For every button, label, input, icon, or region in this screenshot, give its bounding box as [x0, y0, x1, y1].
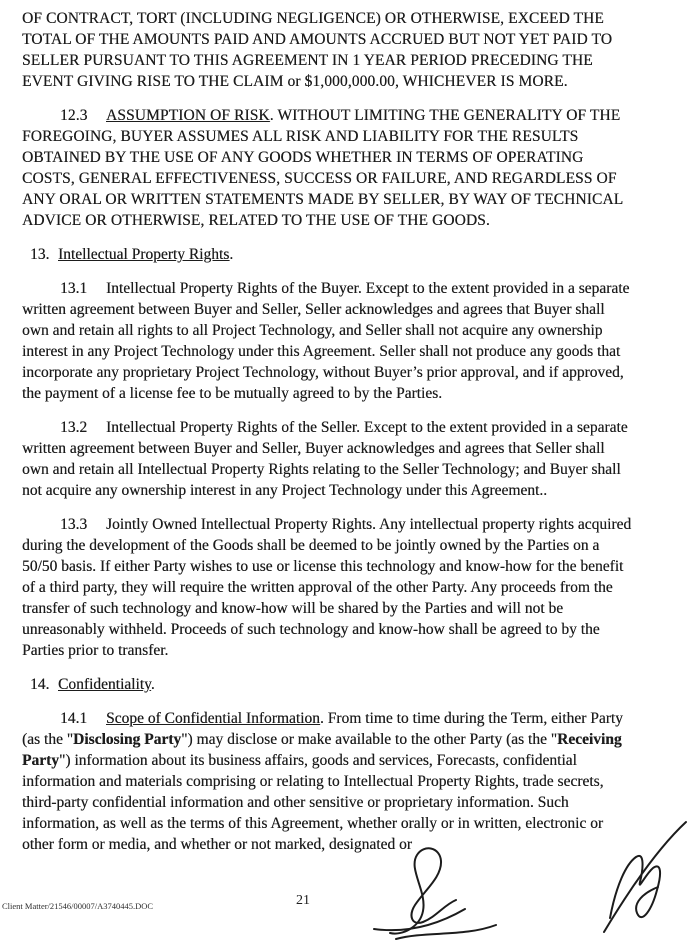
clause-heading: ASSUMPTION OF RISK [106, 107, 270, 124]
handwritten-initials-center-icon [368, 843, 518, 940]
clause-number: 13.3 [60, 516, 88, 533]
clause-body-segment: ") information about its business affairs, goods and services, Forecasts, confidential information and materials comprising or relating to Intellectual Property Rights, trade secrets, third-party confidential information and other sensitive or proprietary information. Such information, as well as the terms of this Agreement, whether orally or in written, electronic or other form or media, and whether or not marked, designated or [22, 752, 604, 853]
handwritten-initials-right-icon [596, 820, 692, 938]
defined-term-receiving-party: Receiving Party [22, 731, 622, 769]
document-reference: Client Matter/21546/00007/A3740445.DOC [2, 901, 154, 911]
defined-term-disclosing-party: Disclosing Party [73, 731, 182, 748]
clause-heading: Scope of Confidential Information [106, 710, 320, 727]
clause-number: 14.1 [60, 710, 88, 727]
page-number: 21 [296, 893, 310, 908]
section-14-heading [22, 674, 634, 695]
clause-limitation-of-liability-continuation: OF CONTRACT, TORT (INCLUDING NEGLIGENCE) OR OTHERWISE, EXCEED THE TOTAL OF THE AMOUNTS PAID AND AMOUNTS ACCRUED BUT NOT YET PAID TO SELLER PURSUANT TO THIS AGREEMENT IN 1 YEAR PERIOD PRECEDING THE EVENT GIVING RISE TO THE CLAIM or $1,000,000.00, WHICHEVER IS MORE. [22, 10, 613, 90]
clause-14-1-scope-of-confidential-information [22, 708, 634, 855]
clause-number: 13.1 [60, 280, 88, 297]
section-title-period: . [150, 676, 155, 693]
clause-body: Intellectual Property Rights of the Buyer. Except to the extent provided in a separate written agreement between Buyer and Seller, Seller acknowledges and agrees that Buyer shall own and retain all rights to all Project Technology, and Seller shall not acquire any ownership interest in any Project Technology under this Agreement. Seller shall not produce any goods that incorporate any proprietary Project Technology, without Buyer’s prior approval, and if approved, the payment of a license fee to be mutually agreed to by the Parties. [22, 280, 630, 402]
clause-13-1-ip-rights-of-buyer [22, 278, 634, 404]
section-title: Confidentiality [58, 676, 151, 693]
section-title-period: . [229, 246, 234, 263]
clause-13-3-jointly-owned-ip [22, 514, 634, 661]
section-number: 14. [30, 676, 50, 693]
clause-body-segment: ") may disclose or make available to the other Party (as the " [181, 731, 558, 748]
clause-body: Intellectual Property Rights of the Seller. Except to the extent provided in a separate written agreement between Buyer and Seller, Buyer acknowledges and agrees that Seller shall own and retain all Intellectual Property Rights relating to the Seller Technology; and Buyer shall not acquire any ownership interest in any Project Technology under this Agreement.. [22, 419, 628, 499]
clause-number: 12.3 [60, 107, 88, 124]
section-13-heading [22, 244, 634, 265]
clause-13-2-ip-rights-of-seller [22, 417, 634, 501]
clause-body: . WITHOUT LIMITING THE GENERALITY OF THE FOREGOING, BUYER ASSUMES ALL RISK AND LIABILITY FOR THE RESULTS OBTAINED BY THE USE OF ANY GOODS WHETHER IN TERMS OF OPERATING COSTS, GENERAL EFFECTIVENESS, SUCCESS OR FAILURE, AND REGARDLESS OF ANY ORAL OR WRITTEN STATEMENTS MADE BY SELLER, BY WAY OF TECHNICAL ADVICE OR OTHERWISE, RELATED TO THE USE OF THE GOODS. [22, 107, 623, 229]
clause-12-3-assumption-of-risk [22, 105, 634, 231]
section-number: 13. [30, 246, 50, 263]
section-title: Intellectual Property Rights [58, 246, 230, 263]
clause-body: Jointly Owned Intellectual Property Rights. Any intellectual property rights acquired during the development of the Goods shall be deemed to be jointly owned by the Parties on a 50/50 basis. If either Party wishes to use or license this technology and know-how for the benefit of a third party, they will require the written approval of the other Party. Any proceeds from the transfer of such technology and know-how will be shared by the Parties and will not be unreasonably withheld. Proceeds of such technology and know-how shall be agreed to by the Parties prior to transfer. [22, 516, 632, 659]
clause-number: 13.2 [60, 419, 88, 436]
clause-body-segment: . From time to time during the Term, either Party (as the " [22, 710, 623, 748]
